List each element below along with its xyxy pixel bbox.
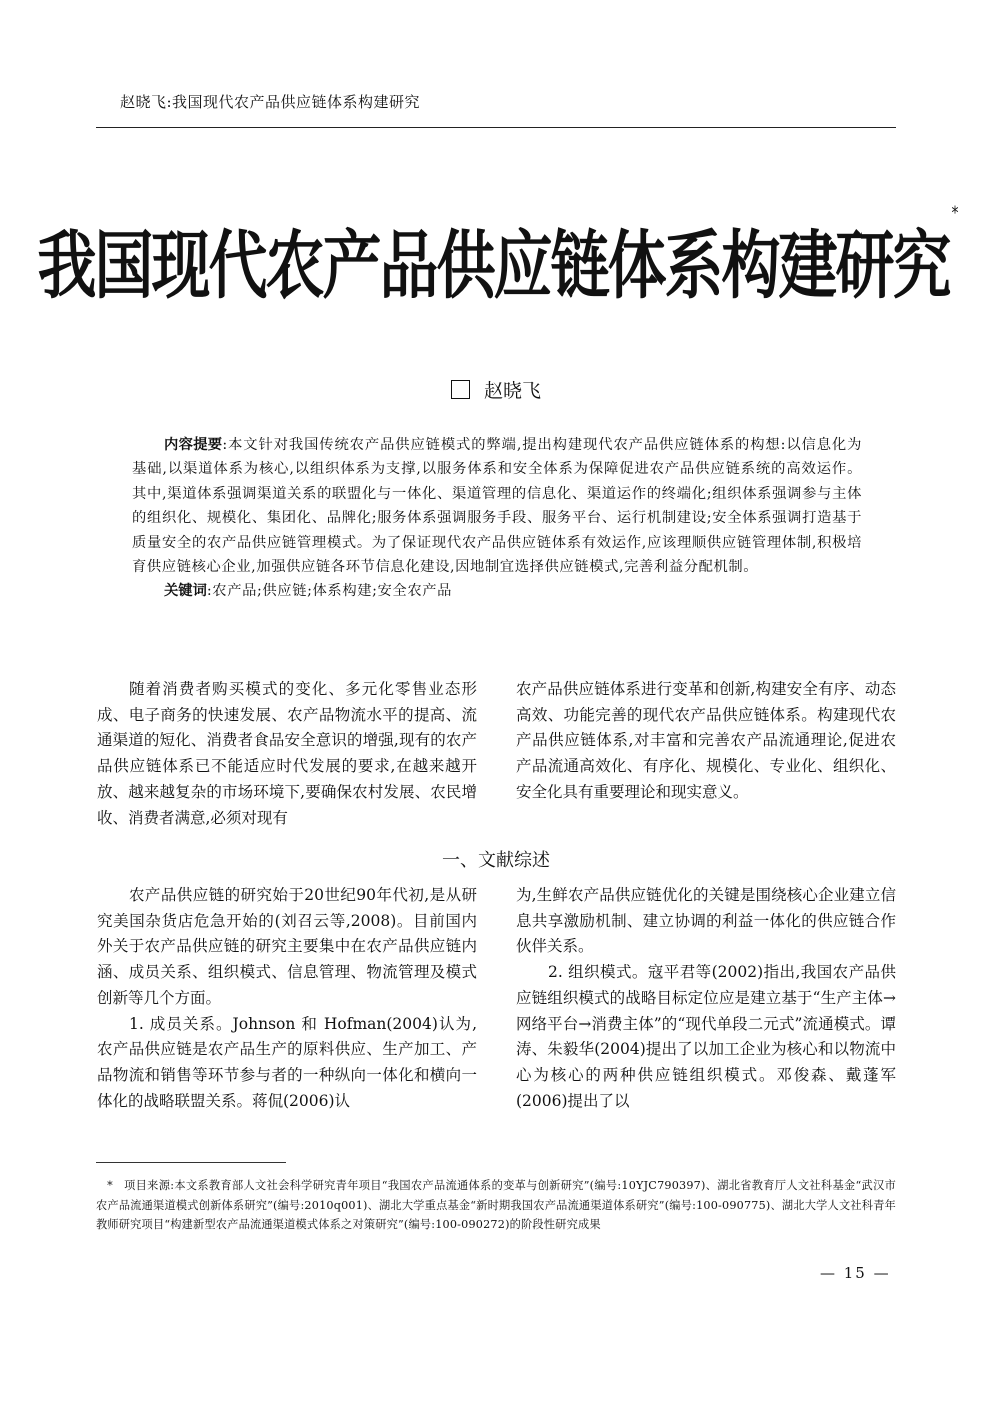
article-title — [0, 203, 992, 312]
keywords-label: 关键词 — [164, 583, 207, 600]
author-line — [0, 376, 992, 403]
literature-left-column — [97, 883, 477, 1114]
footnote-rule — [96, 1162, 286, 1163]
literature-paragraph: 农产品供应链的研究始于20世纪90年代初,是从研究美国杂货店危急开始的(刘召云等,2008)。目前国内外关于农产品供应链的研究主要集中在农产品供应链内涵、成员关系、组织模式、信息管理、物流管理及模式创新等几个方面。 — [97, 886, 477, 1007]
intro-right-paragraph: 农产品供应链体系进行变革和创新,构建安全有序、动态高效、功能完善的现代农产品供应链体系。构建现代农产品供应链体系,对丰富和完善农产品流通理论,促进农产品流通高效化、有序化、规模化、专业化、组织化、安全化具有重要理论和现实意义。 — [516, 680, 896, 801]
intro-right-column — [516, 677, 896, 806]
keywords-paragraph — [132, 579, 862, 603]
literature-right-column — [516, 883, 896, 1114]
footnote-mark: * — [107, 1179, 113, 1192]
abstract-text: :本文针对我国传统农产品供应链模式的弊端,提出构建现代农产品供应链体系的构想:以信息化为基础,以渠道体系为核心,以组织体系为支撑,以服务体系和安全体系为保障促进农产品供应链系统的高效运作。其中,渠道体系强调渠道关系的联盟化与一体化、渠道管理的信息化、渠道运作的终端化;组织体系强调参与主体的组织化、规模化、集团化、品牌化;服务体系强调服务手段、服务平台、运行机制建设;安全体系强调打造基于质量安全的农产品供应链管理模式。为了保证现代农产品供应链体系有效运作,应该理顺供应链管理体制,积极培育供应链核心企业,加强供应链各环节信息化建设,因地制宜选择供应链模式,完善利益分配机制。 — [132, 437, 863, 576]
footnote — [96, 1176, 896, 1235]
intro-left-paragraph: 随着消费者购买模式的变化、多元化零售业态形成、电子商务的快速发展、农产品物流水平的提高、流通渠道的短化、消费者食品安全意识的增强,现有的农产品供应链体系已不能适应时代发展的要求,在越来越开放、越来越复杂的市场环境下,要确保农村发展、农民增收、消费者满意,必须对现有 — [97, 680, 477, 827]
author-name: 赵晓飞 — [483, 380, 541, 402]
article-title-text: 我国现代农产品供应链体系构建研究 — [37, 222, 950, 309]
header-rule — [96, 127, 896, 128]
abstract-label: 内容提要 — [164, 437, 223, 453]
title-footnote-mark: * — [951, 203, 957, 224]
intro-left-column — [97, 677, 477, 831]
section-heading: 一、文献综述 — [442, 850, 550, 871]
literature-paragraph: 为,生鲜农产品供应链优化的关键是围绕核心企业建立信息共享激励机制、建立协调的利益一体化的供应链合作伙伴关系。 — [516, 886, 896, 956]
literature-paragraph: 1. 成员关系。Johnson 和 Hofman(2004)认为,农产品供应链是农产品生产的原料供应、生产加工、产品物流和销售等环节参与者的一种纵向一体化和横向一体化的战略联盟关系。蒋侃(2006)认 — [97, 1014, 477, 1110]
footnote-text: 项目来源:本文系教育部人文社会科学研究青年项目“我国农产品流通体系的变革与创新研究”(编号:10YJC790397)、湖北省教育厅人文社科基金“武汉市农产品流通渠道模式创新体系研究”(编号:2010q001)、湖北大学重点基金“新时期我国农产品流通渠道体系研究”(编号:100-090775)、湖北大学人文社科青年教师研究项目“构建新型农产品流通渠道模式体系之对策研究”(编号:100-090272)的阶段性研究成果 — [96, 1179, 896, 1231]
page-number: — 15 — — [820, 1264, 891, 1282]
abstract-paragraph — [132, 433, 862, 579]
keywords-text: :农产品;供应链;体系构建;安全农产品 — [206, 583, 453, 600]
abstract-block — [132, 433, 862, 604]
running-head: 赵晓飞:我国现代农产品供应链体系构建研究 — [120, 93, 421, 111]
author-box-icon — [451, 380, 470, 399]
literature-paragraph: 2. 组织模式。寇平君等(2002)指出,我国农产品供应链组织模式的战略目标定位应是建立基于“生产主体→网络平台→消费主体”的“现代单段二元式”流通模式。谭涛、朱毅华(2004)提出了以加工企业为核心和以物流中心为核心的两种供应链组织模式。邓俊森、戴蓬军(2006)提出了以 — [516, 963, 896, 1110]
